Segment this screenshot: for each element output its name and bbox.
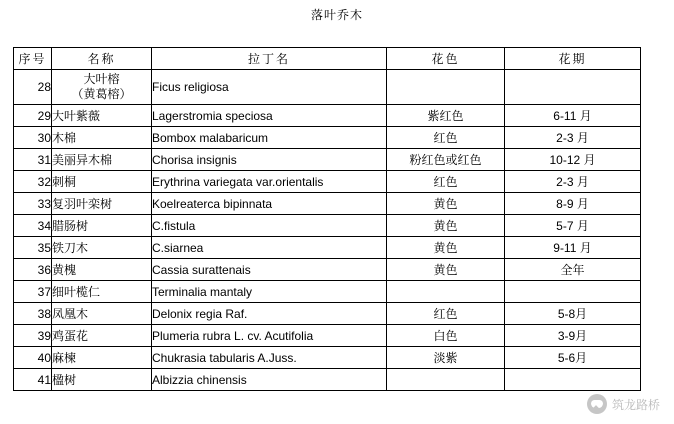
cell-period: 9-11 月	[505, 237, 641, 259]
cell-name: 凤凰木	[52, 303, 152, 325]
cell-name: 复羽叶栾树	[52, 193, 152, 215]
table-header	[14, 48, 641, 70]
cell-latin: Lagerstromia speciosa	[152, 105, 387, 127]
table-row	[14, 215, 641, 237]
header-cell-color: 花色	[387, 48, 505, 70]
cell-latin: Delonix regia Raf.	[152, 303, 387, 325]
cell-no: 41	[14, 369, 52, 391]
table-header-row	[14, 48, 641, 70]
cell-name: 铁刀木	[52, 237, 152, 259]
table-row	[14, 193, 641, 215]
table-row	[14, 259, 641, 281]
cell-name: 木棉	[52, 127, 152, 149]
cell-latin: C.siarnea	[152, 237, 387, 259]
cell-latin: Cassia surattenais	[152, 259, 387, 281]
cell-period	[505, 70, 641, 105]
cell-latin: Ficus religiosa	[152, 70, 387, 105]
cell-color: 红色	[387, 303, 505, 325]
cell-no: 32	[14, 171, 52, 193]
cell-period: 10-12 月	[505, 149, 641, 171]
cell-name-line1: 大叶榕	[83, 72, 120, 86]
cell-name: 鸡蛋花	[52, 325, 152, 347]
cell-color: 黄色	[387, 193, 505, 215]
cell-color	[387, 281, 505, 303]
cell-period	[505, 281, 641, 303]
cell-period: 5-6月	[505, 347, 641, 369]
cell-name: 大叶紫薇	[52, 105, 152, 127]
cell-no: 39	[14, 325, 52, 347]
cell-color	[387, 70, 505, 105]
cell-no: 33	[14, 193, 52, 215]
plant-table-container	[13, 47, 640, 391]
cell-latin: Terminalia mantaly	[152, 281, 387, 303]
cell-latin: C.fistula	[152, 215, 387, 237]
cell-period: 8-9 月	[505, 193, 641, 215]
cell-no: 40	[14, 347, 52, 369]
cell-no: 30	[14, 127, 52, 149]
cell-period: 全年	[505, 259, 641, 281]
cell-name-line2: （黄葛榕）	[71, 87, 132, 101]
cell-color: 红色	[387, 171, 505, 193]
cell-name	[52, 70, 152, 105]
cell-no: 28	[14, 70, 52, 105]
table-row	[14, 347, 641, 369]
cell-latin: Chukrasia tabularis A.Juss.	[152, 347, 387, 369]
cell-name: 刺桐	[52, 171, 152, 193]
watermark	[587, 394, 660, 414]
cell-latin: Plumeria rubra L. cv. Acutifolia	[152, 325, 387, 347]
cell-no: 29	[14, 105, 52, 127]
cell-no: 31	[14, 149, 52, 171]
cell-color: 紫红色	[387, 105, 505, 127]
cell-color: 黄色	[387, 215, 505, 237]
cell-period: 2-3 月	[505, 171, 641, 193]
cell-latin: Erythrina variegata var.orientalis	[152, 171, 387, 193]
cell-latin: Koelreaterca bipinnata	[152, 193, 387, 215]
header-cell-period: 花期	[505, 48, 641, 70]
cell-no: 38	[14, 303, 52, 325]
cell-period: 3-9月	[505, 325, 641, 347]
table-row	[14, 369, 641, 391]
table-row	[14, 149, 641, 171]
cell-no: 36	[14, 259, 52, 281]
cell-name: 腊肠树	[52, 215, 152, 237]
cell-period: 6-11 月	[505, 105, 641, 127]
cell-color: 红色	[387, 127, 505, 149]
cell-color	[387, 369, 505, 391]
cell-period: 5-8月	[505, 303, 641, 325]
header-cell-name: 名称	[52, 48, 152, 70]
cell-period: 2-3 月	[505, 127, 641, 149]
table-row	[14, 281, 641, 303]
table-row	[14, 303, 641, 325]
cell-name: 黄槐	[52, 259, 152, 281]
cell-name: 美丽异木棉	[52, 149, 152, 171]
cell-no: 35	[14, 237, 52, 259]
header-cell-no: 序号	[14, 48, 52, 70]
table-body	[14, 70, 641, 391]
table-row	[14, 127, 641, 149]
table-row	[14, 171, 641, 193]
cell-name: 楹树	[52, 369, 152, 391]
header-cell-latin: 拉丁名	[152, 48, 387, 70]
cell-period	[505, 369, 641, 391]
cell-no: 37	[14, 281, 52, 303]
cell-name: 细叶榄仁	[52, 281, 152, 303]
cell-latin: Chorisa insignis	[152, 149, 387, 171]
cell-latin: Bombox malabaricum	[152, 127, 387, 149]
cell-color: 白色	[387, 325, 505, 347]
page-title: 落叶乔木	[310, 8, 363, 22]
cell-color: 淡紫	[387, 347, 505, 369]
cell-name: 麻楝	[52, 347, 152, 369]
cell-period: 5-7 月	[505, 215, 641, 237]
cell-color: 黄色	[387, 237, 505, 259]
table-row	[14, 237, 641, 259]
table-row	[14, 325, 641, 347]
table-row	[14, 70, 641, 105]
cell-color: 黄色	[387, 259, 505, 281]
table-row	[14, 105, 641, 127]
watermark-label: 筑龙路桥	[611, 397, 660, 412]
plant-table	[13, 47, 641, 391]
cell-latin: Albizzia chinensis	[152, 369, 387, 391]
cell-color: 粉红色或红色	[387, 149, 505, 171]
wechat-icon	[587, 394, 607, 414]
cell-no: 34	[14, 215, 52, 237]
